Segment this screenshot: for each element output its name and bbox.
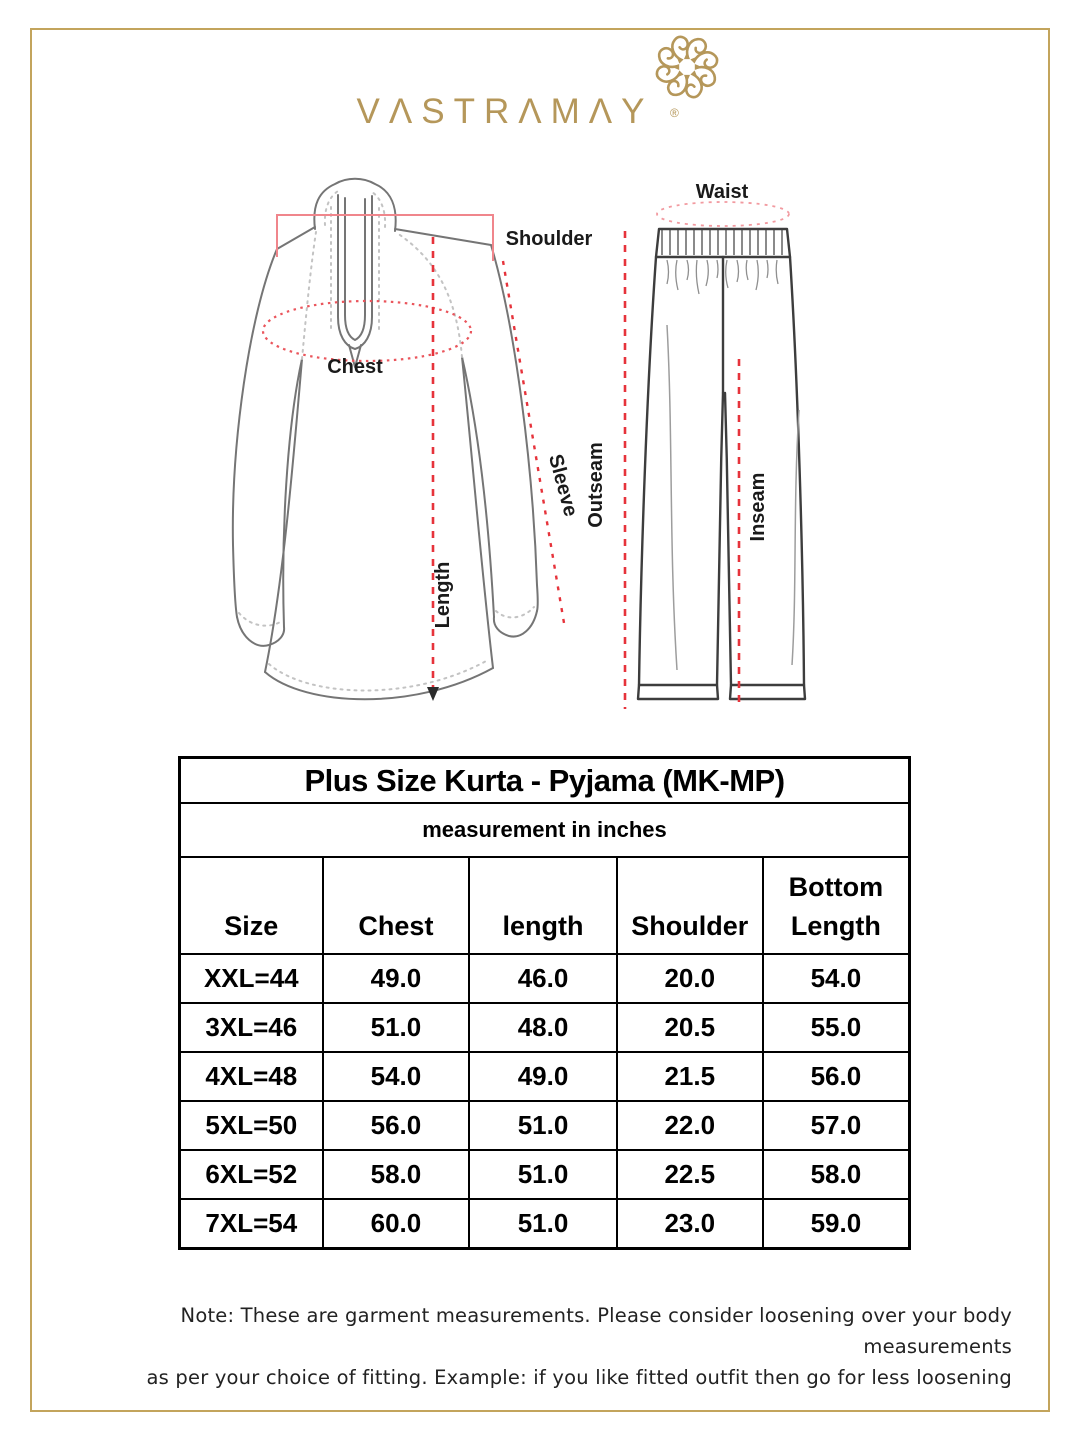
cell-shoulder: 21.5 bbox=[617, 1052, 763, 1101]
cell-length: 51.0 bbox=[469, 1150, 616, 1199]
col-header-chest: Chest bbox=[323, 857, 470, 954]
cell-bottom-length: 54.0 bbox=[763, 954, 910, 1003]
col-header-bottom-length: Bottom Length bbox=[763, 857, 910, 954]
table-row bbox=[180, 1003, 910, 1052]
label-chest: Chest bbox=[327, 356, 383, 378]
table-subtitle-row bbox=[180, 803, 910, 857]
cell-shoulder: 20.0 bbox=[617, 954, 763, 1003]
cell-bottom-length: 55.0 bbox=[763, 1003, 910, 1052]
table-row bbox=[180, 1199, 910, 1249]
cell-length: 46.0 bbox=[469, 954, 616, 1003]
cell-shoulder: 22.5 bbox=[617, 1150, 763, 1199]
cell-length: 49.0 bbox=[469, 1052, 616, 1101]
cell-chest: 56.0 bbox=[323, 1101, 470, 1150]
pyjama-drawing bbox=[638, 229, 805, 699]
cell-size: 7XL=54 bbox=[180, 1199, 323, 1249]
cell-size: 3XL=46 bbox=[180, 1003, 323, 1052]
cell-bottom-length: 56.0 bbox=[763, 1052, 910, 1101]
cell-chest: 49.0 bbox=[323, 954, 470, 1003]
table-subtitle: measurement in inches bbox=[180, 803, 910, 857]
table-header-row bbox=[180, 857, 910, 954]
cell-size: 6XL=52 bbox=[180, 1150, 323, 1199]
garment-measurement-diagram bbox=[55, 165, 1015, 743]
registered-trademark-symbol: ® bbox=[670, 106, 679, 120]
label-outseam: Outseam bbox=[585, 442, 607, 528]
label-waist: Waist bbox=[695, 181, 749, 203]
cell-bottom-length: 58.0 bbox=[763, 1150, 910, 1199]
cell-length: 51.0 bbox=[469, 1199, 616, 1249]
note-text bbox=[52, 1300, 1012, 1393]
length-arrowhead bbox=[427, 687, 439, 701]
cell-chest: 60.0 bbox=[323, 1199, 470, 1249]
sleeve-measure-line bbox=[503, 261, 564, 623]
chest-measure-ellipse bbox=[263, 301, 471, 361]
label-inseam: Inseam bbox=[747, 472, 769, 542]
table-title-row bbox=[180, 758, 910, 804]
cell-length: 51.0 bbox=[469, 1101, 616, 1150]
waist-measure-ellipse bbox=[657, 202, 789, 226]
cell-size: 5XL=50 bbox=[180, 1101, 323, 1150]
brand-wordmark: VΛSTRΛMΛY bbox=[356, 92, 654, 131]
cell-size: XXL=44 bbox=[180, 954, 323, 1003]
cell-chest: 54.0 bbox=[323, 1052, 470, 1101]
note-line: Note: These are garment measurements. Please consider loosening over your body measurements bbox=[180, 1304, 1012, 1358]
cell-bottom-length: 57.0 bbox=[763, 1101, 910, 1150]
cell-chest: 58.0 bbox=[323, 1150, 470, 1199]
col-header-size: Size bbox=[180, 857, 323, 954]
cell-size: 4XL=48 bbox=[180, 1052, 323, 1101]
label-sleeve: Sleeve bbox=[543, 451, 582, 519]
note-line: as per your choice of fitting. Example: if you like fitted outfit then go for less loosening bbox=[146, 1366, 1012, 1389]
label-length: Length bbox=[432, 561, 454, 629]
mandala-logo-icon bbox=[654, 34, 720, 100]
table-row bbox=[180, 954, 910, 1003]
table-title: Plus Size Kurta - Pyjama (MK-MP) bbox=[180, 758, 910, 804]
cell-shoulder: 22.0 bbox=[617, 1101, 763, 1150]
cell-bottom-length: 59.0 bbox=[763, 1199, 910, 1249]
cell-length: 48.0 bbox=[469, 1003, 616, 1052]
size-chart-table bbox=[178, 756, 911, 1250]
table-row bbox=[180, 1101, 910, 1150]
col-header-shoulder: Shoulder bbox=[617, 857, 763, 954]
table-row bbox=[180, 1052, 910, 1101]
table-row bbox=[180, 1150, 910, 1199]
cell-chest: 51.0 bbox=[323, 1003, 470, 1052]
cell-shoulder: 20.5 bbox=[617, 1003, 763, 1052]
shoulder-bracket-line bbox=[277, 215, 493, 261]
col-header-length: length bbox=[469, 857, 616, 954]
cell-shoulder: 23.0 bbox=[617, 1199, 763, 1249]
label-shoulder: Shoulder bbox=[505, 228, 593, 250]
